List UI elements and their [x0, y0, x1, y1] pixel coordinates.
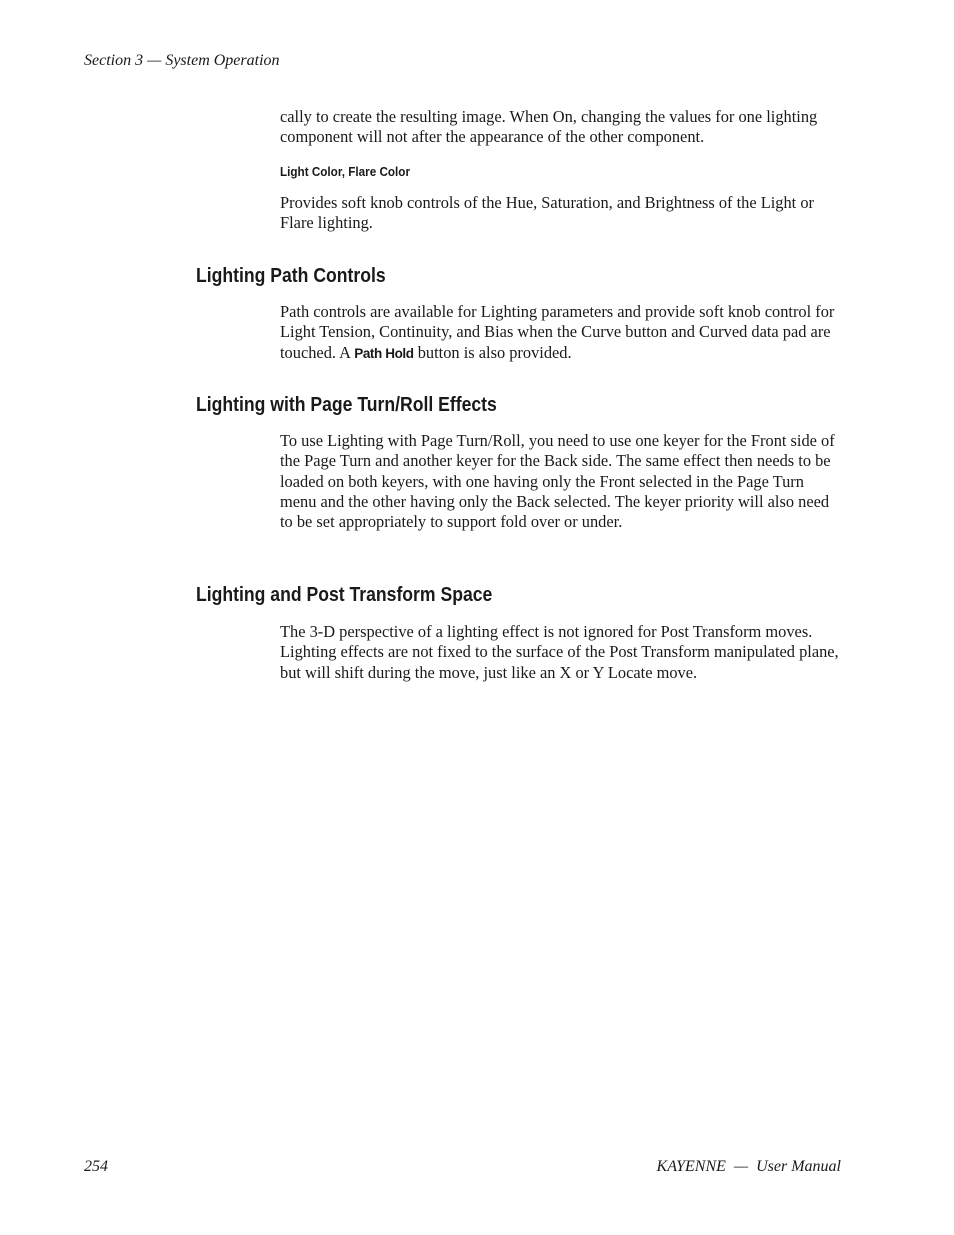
page-turn-roll-paragraph: To use Lighting with Page Turn/Roll, you need to use one keyer for the Front side of the Page Turn and another keyer for the Back side. The same effect then needs to be loaded on both keyers, with one having only the Front selected in the Page Turn menu and the other having only the Back selected. The keyer priority will also need to be set appropriately to support fold over or under. [280, 431, 835, 532]
lighting-path-controls-paragraph [280, 302, 842, 364]
lighting-path-controls-heading: Lighting Path Controls [196, 265, 386, 287]
running-header: Section 3 — System Operation [84, 52, 280, 69]
light-flare-color-paragraph: Provides soft knob controls of the Hue, Saturation, and Brightness of the Light or Flare lighting. [280, 193, 814, 233]
path-controls-text-start: Path controls are available for Lighting parameters and provide soft knob control for Light Tension, Continuity, and Bias when the Curve button and Curved data pad are touched. A [280, 302, 835, 362]
intro-paragraph: cally to create the resulting image. When On, changing the values for one lighting component will not after the appearance of the other component. [280, 107, 818, 147]
path-controls-text-end: button is also provided. [413, 342, 572, 362]
post-transform-space-paragraph: The 3-D perspective of a lighting effect is not ignored for Post Transform moves. Lighting effects are not fixed to the surface of the Post Transform manipulated plane, but will shift during the move, just like an X or Y Locate move. [280, 622, 839, 682]
post-transform-space-heading: Lighting and Post Transform Space [196, 584, 493, 606]
path-hold-button-label: Path Hold [354, 345, 414, 361]
page-turn-roll-heading: Lighting with Page Turn/Roll Effects [196, 394, 497, 416]
light-flare-color-heading: Light Color, Flare Color [280, 164, 411, 179]
manual-title-footer: KAYENNE — User Manual [656, 1158, 841, 1175]
page-number: 254 [84, 1158, 108, 1175]
